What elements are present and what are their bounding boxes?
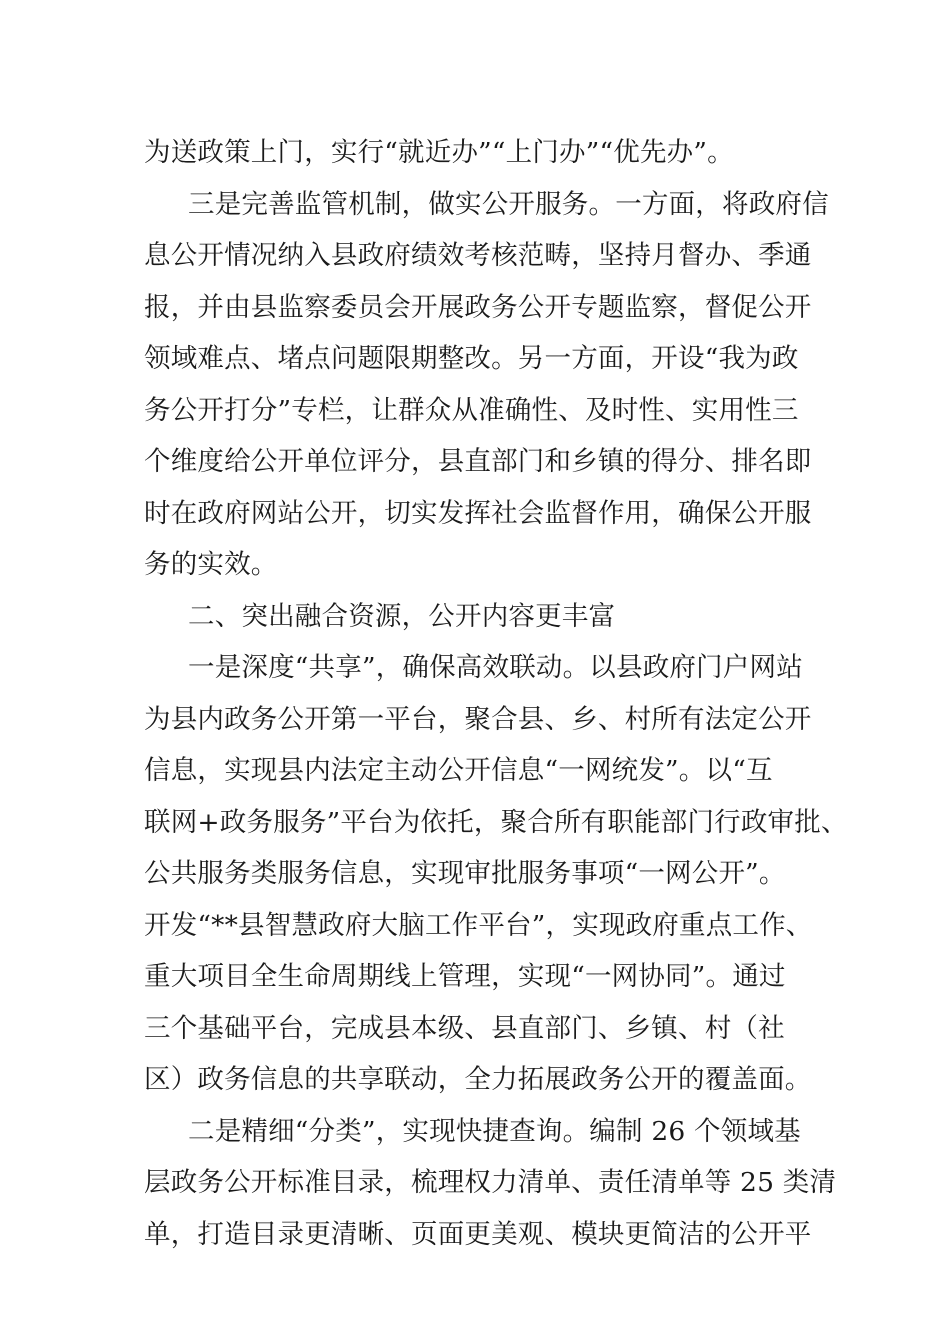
text-line: 信息，实现县内法定主动公开信息“一网统发”。以“互 — [144, 755, 773, 786]
text-line: 时在政府网站公开，切实发挥社会监督作用，确保公开服 — [144, 497, 812, 529]
text-line: 报，并由县监察委员会开展政务公开专题监察，督促公开 — [144, 291, 812, 323]
text-line: 开发“**县智慧政府大脑工作平台”，实现政府重点工作、 — [144, 909, 813, 941]
text-line: 息公开情况纳入县政府绩效考核范畴，坚持月督办、季通 — [144, 240, 812, 271]
text-line: 三是完善监管机制，做实公开服务。一方面，将政府信 — [188, 188, 829, 220]
text-line: 重大项目全生命周期线上管理，实现“一网协同”。通过 — [144, 961, 786, 992]
body-text — [144, 127, 848, 1260]
text-line: 一是深度“共享”，确保高效联动。以县政府门户网站 — [188, 652, 803, 683]
text-line: 为县内政务公开第一平台，聚合县、乡、村所有法定公开 — [144, 703, 812, 735]
text-line: 为送政策上门，实行“就近办”“上门办”“优先办”。 — [144, 137, 734, 168]
text-line: 务的实效。 — [144, 549, 278, 580]
text-line: 公共服务类服务信息，实现审批服务事项“一网公开”。 — [144, 858, 786, 889]
text-line: 联网+政务服务”平台为依托，聚合所有职能部门行政审批、 — [144, 806, 848, 838]
text-line: 区）政务信息的共享联动，全力拓展政务公开的覆盖面。 — [144, 1064, 812, 1095]
text-line: 务公开打分”专栏，让群众从准确性、及时性、实用性三 — [144, 394, 799, 426]
section-heading: 二、突出融合资源，公开内容更丰富 — [188, 600, 616, 632]
text-line: 个维度给公开单位评分，县直部门和乡镇的得分、排名即 — [144, 446, 812, 477]
text-line: 三个基础平台，完成县本级、县直部门、乡镇、村（社 — [144, 1012, 785, 1044]
text-line: 单，打造目录更清晰、页面更美观、模块更简洁的公开平 — [144, 1218, 812, 1250]
text-line: 领域难点、堵点问题限期整改。另一方面，开设“我为政 — [144, 343, 799, 374]
text-line: 层政务公开标准目录，梳理权力清单、责任清单等 25 类清 — [144, 1167, 837, 1198]
text-line: 二是精细“分类”，实现快捷查询。编制 26 个领域基 — [188, 1115, 801, 1147]
